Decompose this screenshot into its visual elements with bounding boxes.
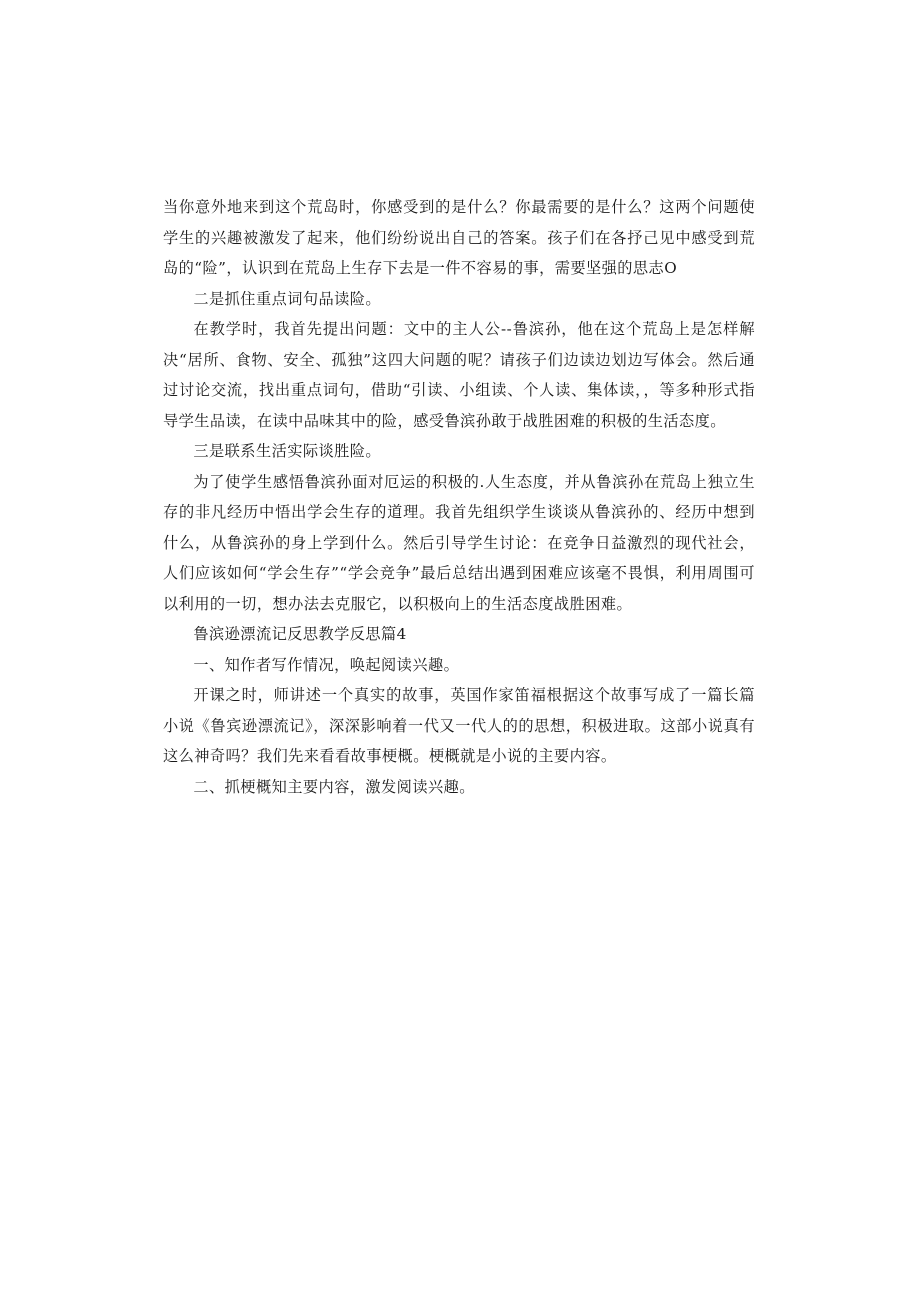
paragraph-8: 开课之时，师讲述一个真实的故事，英国作家笛福根据这个故事写成了一篇长篇小说《鲁宾逊漂流记》，深深影响着一代又一代人的的思想，积极进取。这部小说真有这么神奇吗？我们先来看看故事梗概。梗概就是小说的主要内容。 [163,686,755,765]
section-heading-3: 三是联系生活实际谈胜险。 [193,442,382,460]
paragraph-5: 为了使学生感悟鲁滨孙面对厄运的积极的.人生态度，并从鲁滨孙在荒岛上独立生存的非凡经历中悟出学会生存的道理。我首先组织学生谈谈从鲁滨孙的、经历中想到什么，从鲁滨孙的身上学到什么。然后引导学生讨论：在竞争日益激烈的现代社会，人们应该如何“学会生存”“学会竞争”最后总结出遇到困难应该毫不畏惧，利用周围可以利用的一切，想办法去克服它，以积极向上的生活态度战胜困难。 [163,472,755,613]
paragraph-1: 当你意外地来到这个荒岛时，你感受到的是什么？你最需要的是什么？这两个问题使学生的兴趣被激发了起来，他们纷纷说出自己的答案。孩子们在各抒己见中感受到荒岛的“险”，认识到在荒岛上生存下去是一件不容易的事，需要坚强的思志O [163,198,755,277]
section-heading-two: 二、抓梗概知主要内容，激发阅读兴趣。 [193,777,475,796]
paragraph-3: 在教学时，我首先提出问题：文中的主人公--鲁滨孙，他在这个荒岛上是怎样解决“居所、食物、安全、孤独”这四大问题的呢？请孩子们边读边划边写体会。然后通过讨论交流，找出重点词句，借助“引读、小组读、个人读、集体读，，等多种形式指导学生品读，在读中品味其中的险，感受鲁滨孙敢于战胜困难的积极的生活态度。 [163,320,755,430]
article-title-4: 鲁滨逊漂流记反思教学反思篇4 [193,625,407,643]
document-body [163,192,755,802]
section-heading-2: 二是抓住重点词句品读险。 [193,289,382,308]
section-heading-one: 一、知作者写作情况，唤起阅读兴趣。 [193,655,460,674]
